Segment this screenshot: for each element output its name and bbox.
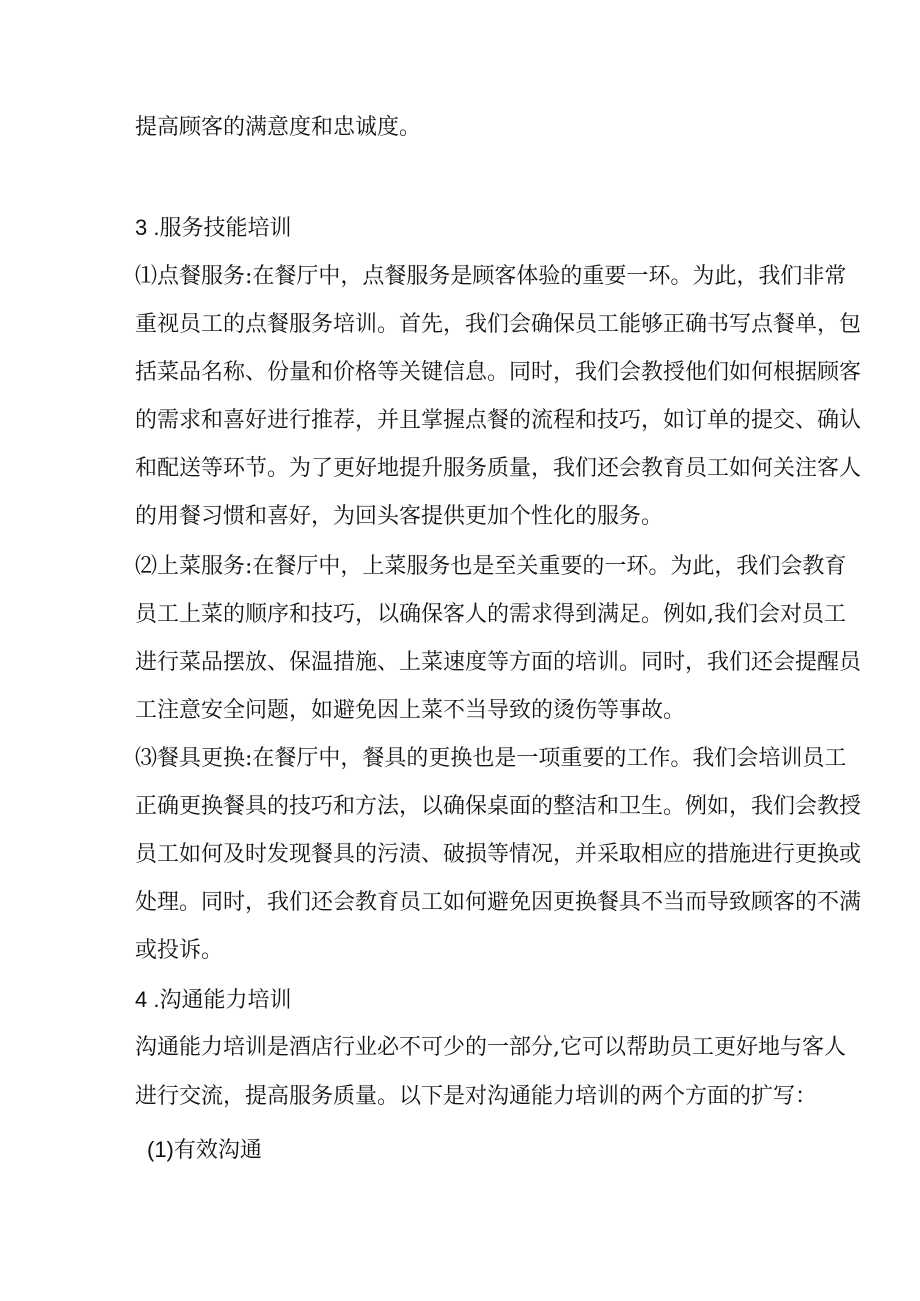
paragraph-line: 进行交流，提高服务质量。以下是对沟通能力培训的两个方面的扩写：	[135, 1084, 818, 1109]
paragraph-line: 员工上菜的顺序和技巧，以确保客人的需求得到满足。例如,我们会对员工	[135, 602, 846, 627]
paragraph-line: 提高顾客的满意度和忠诚度。	[135, 115, 422, 140]
paragraph-line: 重视员工的点餐服务培训。首先，我们会确保员工能够正确书写点餐单，包	[135, 312, 862, 337]
paragraph-line: ⑴点餐服务:在餐厅中，点餐服务是顾客体验的重要一环。为此，我们非常	[135, 264, 847, 289]
paragraph-line: 正确更换餐具的技巧和方法，以确保桌面的整洁和卫生。例如，我们会教授	[135, 794, 862, 819]
paragraph-line: 沟通能力培训是酒店行业必不可少的一部分,它可以帮助员工更好地与客人	[135, 1035, 846, 1060]
paragraph-line: 处理。同时，我们还会教育员工如何避免因更换餐具不当而导致顾客的不满	[135, 890, 862, 915]
section-heading: 3 .服务技能培训	[135, 215, 292, 240]
section-heading: 4 .沟通能力培训	[135, 987, 292, 1012]
paragraph-line: 和配送等环节。为了更好地提升服务质量，我们还会教育员工如何关注客人	[135, 456, 862, 481]
subsection-heading: (1)有效沟通	[147, 1137, 262, 1162]
paragraph-line: 员工如何及时发现餐具的污渍、破损等情况，并采取相应的措施进行更换或	[135, 842, 862, 867]
paragraph-line: ⑶餐具更换:在餐厅中，餐具的更换也是一项重要的工作。我们会培训员工	[135, 746, 847, 771]
paragraph-line: 或投诉。	[135, 938, 224, 963]
paragraph-line: 的需求和喜好进行推荐，并且掌握点餐的流程和技巧，如订单的提交、确认	[135, 408, 862, 433]
paragraph-line: 工注意安全问题，如避免因上菜不当导致的烫伤等事故。	[135, 698, 686, 723]
paragraph-line: 的用餐习惯和喜好，为回头客提供更加个性化的服务。	[135, 504, 664, 529]
paragraph-line: 括菜品名称、份量和价格等关键信息。同时，我们会教授他们如何根据顾客	[135, 360, 862, 385]
paragraph-line: ⑵上菜服务:在餐厅中，上菜服务也是至关重要的一环。为此，我们会教育	[135, 554, 847, 579]
paragraph-line: 进行菜品摆放、保温措施、上菜速度等方面的培训。同时，我们还会提醒员	[135, 650, 862, 675]
